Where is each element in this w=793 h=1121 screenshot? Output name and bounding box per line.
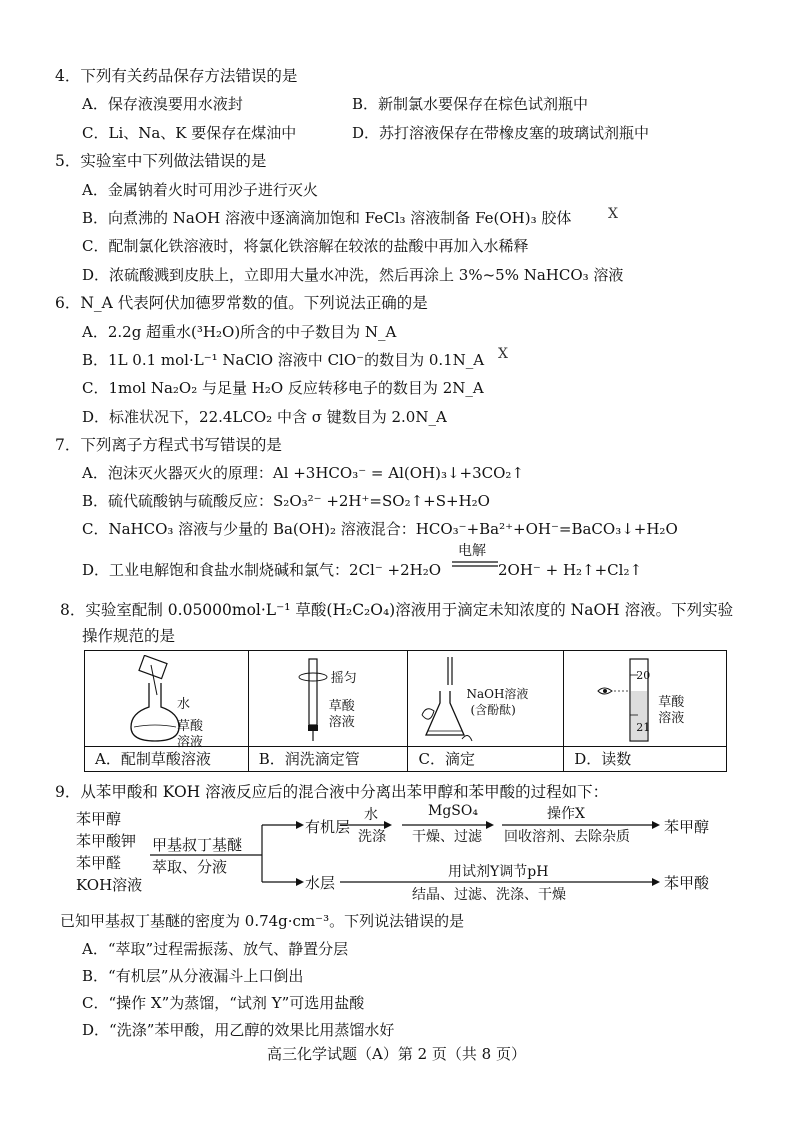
q9-organic-layer: 有机层 xyxy=(305,818,351,836)
q7-option-c: C．NaHCO₃ 溶液与少量的 Ba(OH)₂ 溶液混合：HCO₃⁻+Ba²⁺+OH⁻=BaCO₃↓+H₂O xyxy=(82,520,678,538)
q8-c-label-naoh: NaOH溶液 xyxy=(466,687,529,701)
q9-stem: 9．从苯甲酸和 KOH 溶液反应后的混合液中分离出苯甲醇和苯甲酸的过程如下： xyxy=(55,783,609,801)
q5-option-b: B．向煮沸的 NaOH 溶液中逐滴滴加饱和 FeCl₃ 溶液制备 Fe(OH)₃ 胶体 xyxy=(82,209,572,227)
q8-apparatus-table xyxy=(84,650,727,772)
q8-b-caption: B．润洗滴定管 xyxy=(258,750,360,768)
q9-note: 已知甲基叔丁基醚的密度为 0.74g·cm⁻³。下列说法错误的是 xyxy=(60,912,465,930)
q8-d-label-solution: 溶液 xyxy=(658,711,685,726)
q9-reagent-y: 用试剂Y调节pH xyxy=(448,864,549,880)
q9-option-a: A．“萃取”过程需振荡、放气、静置分层 xyxy=(82,940,349,958)
page-footer: 高三化学试题（A）第 2 页（共 8 页） xyxy=(267,1045,526,1063)
q6-handwritten-mark: X xyxy=(498,346,508,362)
q9-operation-x: 操作X xyxy=(547,806,585,822)
q5-stem: 5．实验室中下列做法错误的是 xyxy=(55,152,267,170)
q6-stem: 6．N_A 代表阿伏加德罗常数的值。下列说法正确的是 xyxy=(55,294,428,312)
q6-option-b: B．1L 0.1 mol·L⁻¹ NaClO 溶液中 ClO⁻的数目为 0.1N_A xyxy=(82,351,485,369)
q7-option-d-condition: 电解 xyxy=(458,543,486,559)
q9-extract-label: 萃取、分液 xyxy=(152,858,228,876)
q6-option-c: C．1mol Na₂O₂ 与足量 H₂O 反应转移电子的数目为 2N_A xyxy=(82,379,484,397)
q8-cell-b xyxy=(248,651,408,772)
q8-stem-line2: 操作规范的是 xyxy=(82,627,176,645)
q7-option-d-prefix: D．工业电解饱和食盐水制烧碱和氯气：2Cl⁻ +2H₂O xyxy=(82,561,442,579)
q8-d-label-20: 20 xyxy=(636,669,651,682)
q8-stem-line1: 8．实验室配制 0.05000mol·L⁻¹ 草酸(H₂C₂O₄)溶液用于滴定未知浓度的 NaOH 溶液。下列实验 xyxy=(60,601,734,619)
q9-mix-item-4: KOH溶液 xyxy=(76,876,143,894)
q4-option-b: B．新制氯水要保存在棕色试剂瓶中 xyxy=(352,95,589,113)
q5-option-c: C．配制氯化铁溶液时，将氯化铁溶解在较浓的盐酸中再加入水稀释 xyxy=(82,237,529,255)
q8-b-label-solution: 溶液 xyxy=(328,715,355,730)
q9-mix-item-3: 苯甲醛 xyxy=(76,854,122,872)
q8-c-label-phenol: (含酚酞) xyxy=(470,703,516,717)
q9-wash-label: 洗涤 xyxy=(358,829,386,845)
q9-crystallize: 结晶、过滤、洗涤、干燥 xyxy=(412,887,566,903)
volumetric-flask-icon xyxy=(125,655,185,745)
q9-recover-solvent: 回收溶剂、去除杂质 xyxy=(504,829,630,845)
q8-cell-a xyxy=(85,651,249,772)
q4-option-a: A．保存液溴要用水液封 xyxy=(82,95,243,113)
q6-option-d: D．标准状况下，22.4LCO₂ 中含 σ 键数目为 2.0N_A xyxy=(82,408,447,426)
q7-equals-sign xyxy=(452,560,498,570)
q9-product-benzoic-acid: 苯甲酸 xyxy=(664,874,710,892)
q8-cell-d xyxy=(564,651,727,772)
q4-stem: 4．下列有关药品保存方法错误的是 xyxy=(55,67,298,85)
q7-option-b: B．硫代硫酸钠与硫酸反应：S₂O₃²⁻ +2H⁺=SO₂↑+S+H₂O xyxy=(82,492,490,510)
q4-option-c: C．Li、Na、K 要保存在煤油中 xyxy=(82,124,297,142)
q8-a-label-solution: 溶液 xyxy=(177,735,204,750)
q9-wash-water: 水 xyxy=(364,807,378,823)
q9-dry-filter: 干燥、过滤 xyxy=(412,829,482,845)
q7-stem: 7．下列离子方程式书写错误的是 xyxy=(55,436,282,454)
q9-aqueous-layer: 水层 xyxy=(305,874,336,892)
q8-c-caption: C．滴定 xyxy=(418,750,475,768)
q8-d-label-21: 21 xyxy=(636,721,651,734)
q8-a-caption: A．配制草酸溶液 xyxy=(95,750,211,768)
q9-option-d: D．“洗涤”苯甲酸，用乙醇的效果比用蒸馏水好 xyxy=(82,1021,395,1039)
q5-option-a: A．金属钠着火时可用沙子进行灭火 xyxy=(82,181,318,199)
q5-option-d: D．浓硫酸溅到皮肤上，立即用大量水冲洗，然后再涂上 3%~5% NaHCO₃ 溶液 xyxy=(82,266,624,284)
q9-mix-item-1: 苯甲醇 xyxy=(76,810,122,828)
q8-b-label-shake: 摇匀 xyxy=(330,671,357,686)
q8-a-label-water: 水 xyxy=(177,697,191,712)
q4-option-d: D．苏打溶液保存在带橡皮塞的玻璃试剂瓶中 xyxy=(352,124,650,142)
q8-a-label-oxalic: 草酸 xyxy=(177,719,204,734)
q9-solvent-label: 甲基叔丁基醚 xyxy=(152,836,243,854)
q8-cell-c xyxy=(408,651,564,772)
burette-icon xyxy=(293,655,333,745)
q9-option-c: C．“操作 X”为蒸馏，“试剂 Y”可选用盐酸 xyxy=(82,994,365,1012)
q6-option-a: A．2.2g 超重水(³H₂O)所含的中子数目为 N_A xyxy=(82,323,397,341)
q8-d-label-oxalic: 草酸 xyxy=(658,695,685,710)
q8-b-label-oxalic: 草酸 xyxy=(328,699,355,714)
q7-option-a: A．泡沫灭火器灭火的原理：Al +3HCO₃⁻ = Al(OH)₃↓+3CO₂↑ xyxy=(82,464,524,482)
q9-product-benzyl-alcohol: 苯甲醇 xyxy=(664,818,710,836)
q9-mix-item-2: 苯甲酸钾 xyxy=(76,832,137,850)
q5-handwritten-mark: X xyxy=(608,206,618,222)
q7-option-d-suffix: 2OH⁻ + H₂↑+Cl₂↑ xyxy=(498,561,643,579)
q9-mgso4: MgSO₄ xyxy=(428,803,478,819)
q9-option-b: B．“有机层”从分液漏斗上口倒出 xyxy=(82,967,304,985)
q8-d-caption: D．读数 xyxy=(574,750,632,768)
